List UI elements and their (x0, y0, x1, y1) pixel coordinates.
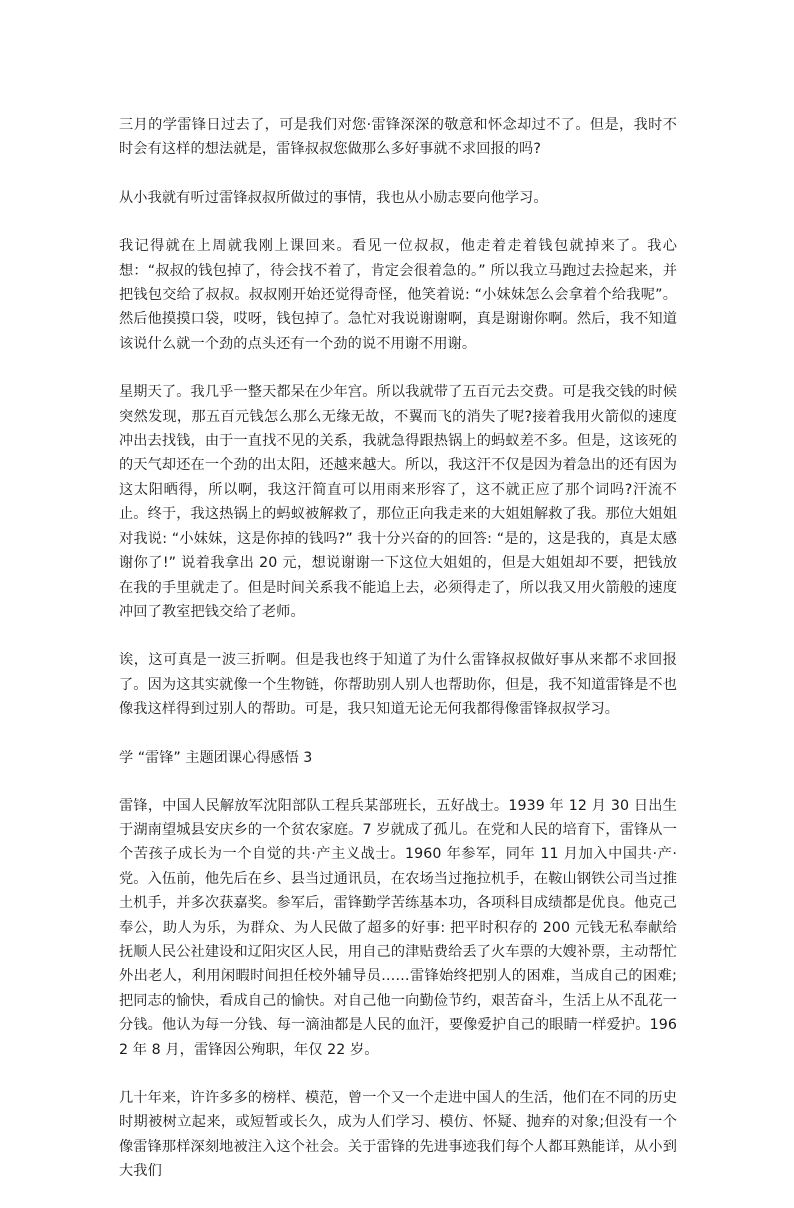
document-page (119, 113, 677, 1208)
paragraph-3: 我记得就在上周就我刚上课回来。看见一位叔叔，他走着走着钱包就掉来了。我心想：“叔叔的钱包掉了，待会找不着了，肯定会很着急的。” 所以我立马跑过去捡起来，并把钱包交给了叔叔。叔叔刚开始还觉得奇怪，他笑着说: “小妹妹怎么会拿着个给我呢”。然后他摸摸口袋，哎呀，钱包掉了。急忙对我说谢谢啊，真是谢谢你啊。然后，我不知道该说什么就一个劲的点头还有一个劲的说不用谢不用谢。 (119, 238, 677, 352)
paragraph-7: 几十年来，许许多多的榜样、模范，曾一个又一个走进中国人的生活，他们在不同的历史时期被树立起来，或短暂或长久，成为人们学习、模仿、怀疑、抛弃的对象;但没有一个像雷锋那样深刻地被注入这个社会。关于雷锋的先进事迹我们每个人都耳熟能详，从小到大我们 (119, 1090, 677, 1180)
section-heading: 学 “雷锋” 主题团课心得感悟 3 (119, 749, 313, 766)
paragraph-6: 雷锋，中国人民解放军沈阳部队工程兵某部班长，五好战士。1939 年 12 月 30 日出生于湖南望城县安庆乡的一个贫农家庭。7 岁就成了孤儿。在党和人民的培育下，雷锋从一个苦孩子成长为一个自觉的共·产主义战士。1960 年参军，同年 11 月加入中国共·产·党。入伍前，他先后在乡、县当过通讯员，在农场当过拖拉机手，在鞍山钢铁公司当过推土机手，并多次获嘉奖。参军后，雷锋勤学苦练基本功，各项科目成绩都是优良。他克己奉公，助人为乐，为群众、为人民做了超多的好事: 把平时积存的 200 元钱无私奉献给抚顺人民公社建设和辽阳灾区人民，用自己的津贴费给丢了火车票的大嫂补票，主动帮忙外出老人，利用闲暇时间担任校外辅导员……雷锋始终把别人的困难，当成自己的困难;把同志的愉快，看成自己的愉快。对自己他一向勤俭节约，艰苦奋斗，生活上从不乱花一分钱。他认为每一分钱、每一滴油都是人民的血汗，要像爱护自己的眼睛一样爱护。1962 年 8 月，雷锋因公殉职，年仅 22 岁。 (119, 797, 677, 1058)
paragraph-2: 从小我就有听过雷锋叔叔所做过的事情，我也从小励志要向他学习。 (119, 189, 548, 206)
paragraph-5: 诶，这可真是一波三折啊。但是我也终于知道了为什么雷锋叔叔做好事从来都不求回报了。因为这其实就像一个生物链，你帮助别人别人也帮助你，但是，我不知道雷锋是不也像我这样得到过别人的帮助。可是，我只知道无论无何我都得像雷锋叔叔学习。 (119, 652, 677, 718)
paragraph-4: 星期天了。我几乎一整天都呆在少年宫。所以我就带了五百元去交费。可是我交钱的时候突然发现，那五百元钱怎么那么无缘无故，不翼而飞的消失了呢?接着我用火箭似的速度冲出去找钱，由于一直找不见的关系，我就急得跟热锅上的蚂蚁差不多。但是，这该死的的天气却还在一个劲的出太阳，还越来越大。所以，我这汗不仅是因为着急出的还有因为这太阳晒得，所以啊，我这汗简直可以用雨来形容了，这不就正应了那个词吗?汗流不止。终于，我这热锅上的蚂蚁被解救了，那位正向我走来的大姐姐解救了我。那位大姐姐对我说: “小妹妹，这是你掉的钱吗?” 我十分兴奋的的回答: “是的，这是我的，真是太感谢你了!” 说着我拿出 20 元，想说谢谢一下这位大姐姐的，但是大姐姐却不要，把钱放在我的手里就走了。但是时间关系我不能追上去，必须得走了，所以我又用火箭般的速度冲回了教室把钱交给了老师。 (119, 384, 677, 620)
paragraph-1: 三月的学雷锋日过去了，可是我们对您·雷锋深深的敬意和怀念却过不了。但是，我时不时会有这样的想法就是，雷锋叔叔您做那么多好事就不求回报的吗? (119, 117, 677, 158)
